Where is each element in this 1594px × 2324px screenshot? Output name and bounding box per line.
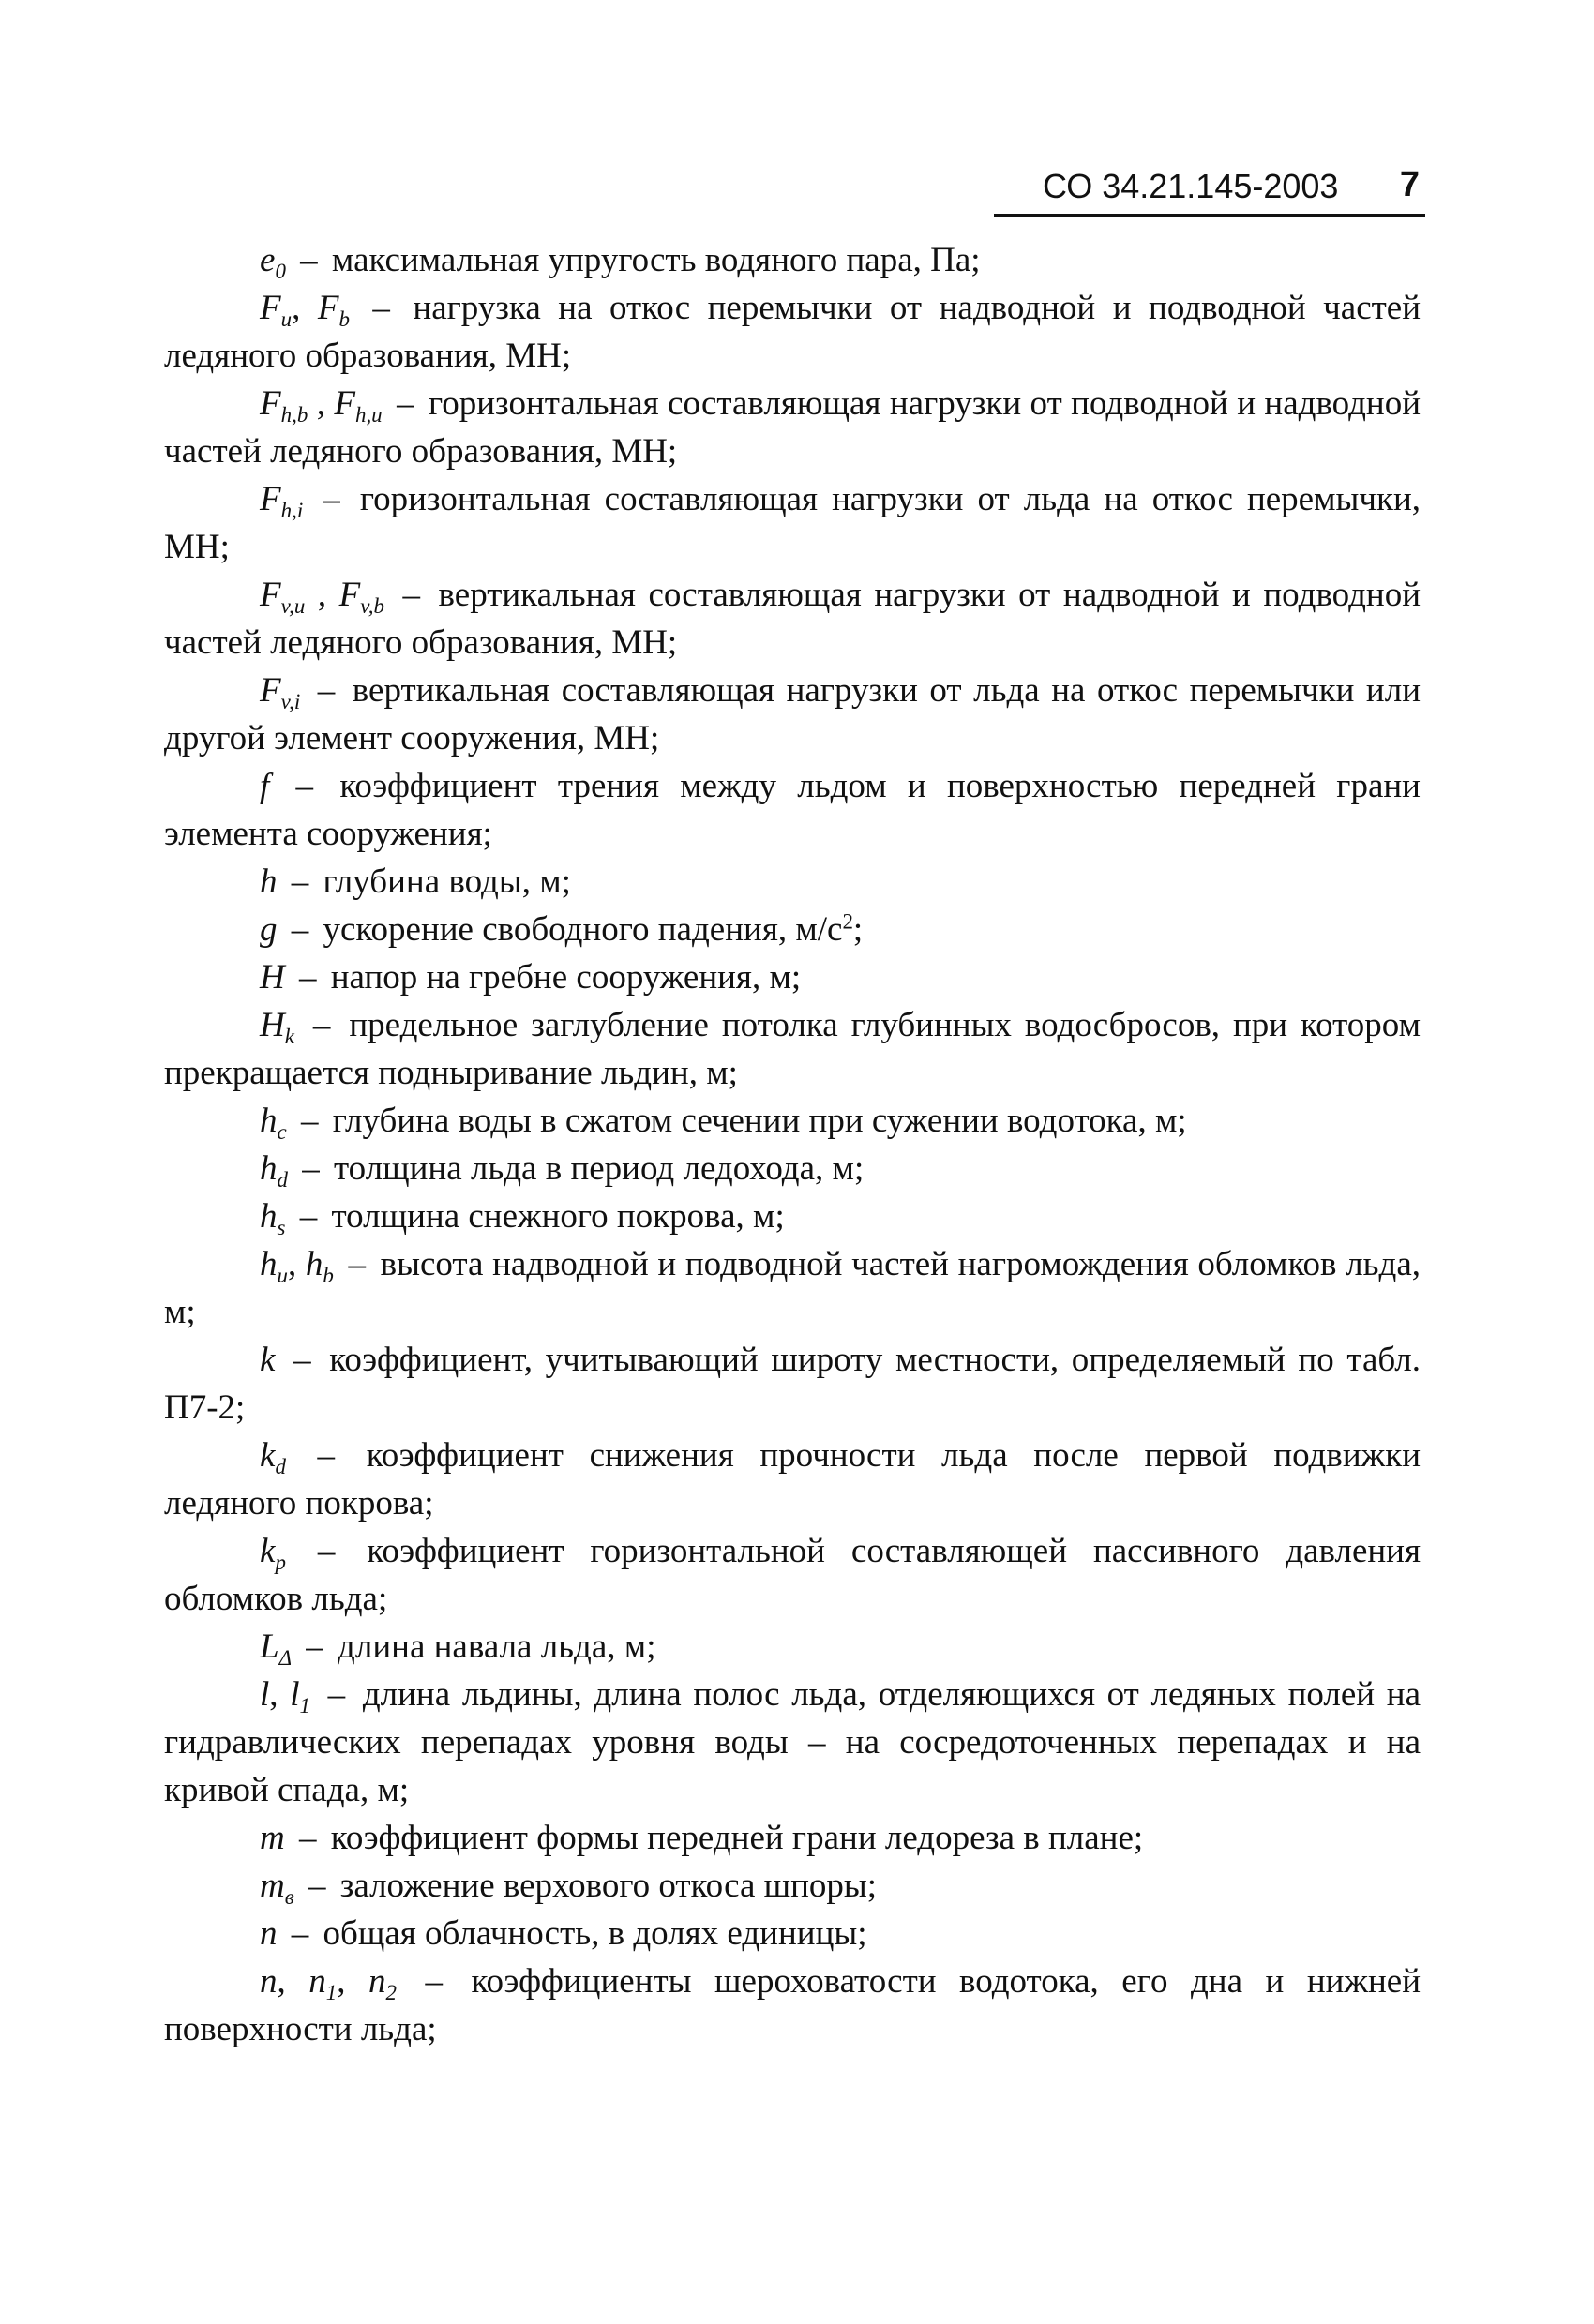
- definition-text: длина льдины, длина полос льда, отделяющихся от ледяных полей на гидравлических перепадах уровня воды – на сосредоточенных перепадах и на кривой спада, м;: [164, 1675, 1421, 1809]
- symbol-letter: k: [260, 1436, 276, 1475]
- symbol: [260, 1102, 287, 1145]
- definition-dash: –: [425, 1962, 443, 2001]
- definition-dash: –: [293, 1341, 311, 1379]
- symbol: [260, 1675, 310, 1718]
- symbol-letter: h: [260, 1102, 278, 1140]
- definition-text: напор на гребне сооружения, м;: [330, 958, 802, 997]
- symbol: [260, 958, 285, 997]
- symbol-letter: g: [260, 910, 278, 949]
- symbol-definitions-list: [164, 236, 1421, 2053]
- definition-text: максимальная упругость водяного пара, Па;: [331, 241, 981, 279]
- symbol-letter: n: [308, 1962, 326, 2001]
- symbol-letter: h: [260, 1197, 278, 1236]
- symbol-subscript: k: [284, 1025, 294, 1049]
- symbol: [260, 767, 269, 805]
- definition-dash: –: [295, 767, 314, 805]
- definition-dash: –: [298, 1819, 317, 1857]
- definition-dash: –: [306, 1627, 323, 1666]
- definition-entry: [164, 667, 1421, 762]
- symbol-subscript: v,u: [280, 594, 306, 619]
- symbol-separator: ,: [305, 576, 339, 614]
- symbol-subscript: b: [323, 1264, 334, 1288]
- symbol-letter: h: [305, 1245, 323, 1283]
- definition-entry: [164, 284, 1421, 380]
- definition-dash: –: [397, 384, 414, 423]
- definition-dash: –: [300, 241, 318, 279]
- definition-dash: –: [327, 1675, 346, 1714]
- symbol-subscript: d: [277, 1168, 288, 1192]
- definition-entry: [164, 1957, 1421, 2053]
- definition-entry: [164, 1432, 1421, 1527]
- symbol-separator: ,: [277, 1962, 309, 2001]
- symbol-letter: F: [338, 576, 361, 614]
- symbol-subscript: h,u: [354, 403, 383, 427]
- symbol-subscript: 1: [299, 1694, 310, 1718]
- definition-text: глубина воды в сжатом сечении при сужении водотока, м;: [332, 1102, 1187, 1140]
- symbol: [260, 862, 278, 901]
- page-header: [994, 165, 1425, 217]
- definition-dash: –: [291, 1914, 309, 1953]
- symbol-letter: H: [260, 958, 285, 997]
- symbol-letter: n: [368, 1962, 386, 2001]
- definition-dash: –: [298, 958, 317, 997]
- definition-text: вертикальная составляющая нагрузки от надводной и подводной частей ледяного образования, МН;: [164, 576, 1421, 662]
- definition-entry: [164, 1814, 1421, 1862]
- symbol: [260, 1006, 294, 1049]
- definition-entry: [164, 1240, 1421, 1336]
- symbol-letter: f: [260, 767, 270, 805]
- symbol-subscript: h,i: [280, 499, 304, 523]
- symbol: [260, 1341, 275, 1379]
- definition-text: вертикальная составляющая нагрузки от льда на откос перемычки или другой элемент сооружения, МН;: [164, 671, 1421, 757]
- symbol-subscript: u: [280, 307, 293, 332]
- definition-text: коэффициент формы передней грани ледореза в плане;: [330, 1819, 1144, 1857]
- definition-dash: –: [308, 1867, 326, 1905]
- symbol-letter: F: [260, 480, 281, 518]
- definition-dash: –: [312, 1006, 331, 1044]
- symbol: [260, 1867, 294, 1910]
- symbol: [260, 1627, 293, 1671]
- definition-entry: [164, 1623, 1421, 1671]
- definition-dash: –: [348, 1245, 366, 1283]
- definition-text: предельное заглубление потолка глубинных водосбросов, при котором прекращается подныривание льдин, м;: [164, 1006, 1421, 1092]
- symbol: [260, 289, 350, 332]
- symbol-letter: l: [290, 1675, 300, 1714]
- symbol-letter: F: [260, 289, 281, 327]
- symbol: [260, 1819, 285, 1857]
- definition-text: заложение верхового откоса шпоры;: [339, 1867, 878, 1905]
- symbol: [260, 1962, 397, 2005]
- symbol: [260, 241, 286, 284]
- symbol-subscript: 2: [385, 1981, 397, 2005]
- symbol-subscript: c: [277, 1120, 287, 1145]
- definition-dash: –: [317, 671, 336, 710]
- definition-entry: [164, 1336, 1421, 1432]
- symbol-separator: ,: [337, 1962, 368, 2001]
- symbol-subscript: v,b: [360, 594, 384, 619]
- definition-text: коэффициент трения между льдом и поверхностью передней грани элемента сооружения;: [164, 767, 1421, 853]
- definition-entry: [164, 1527, 1421, 1623]
- symbol-subscript: u: [277, 1264, 288, 1288]
- symbol-letter: F: [260, 384, 281, 423]
- symbol: [260, 910, 278, 949]
- symbol-separator: ,: [269, 1675, 291, 1714]
- symbol-letter: e: [260, 241, 276, 279]
- symbol-subscript: d: [275, 1455, 286, 1479]
- symbol-subscript: s: [277, 1216, 286, 1240]
- definition-dash: –: [291, 862, 309, 901]
- definition-entry: [164, 1910, 1421, 1957]
- symbol-letter: m: [260, 1819, 285, 1857]
- definition-dash: –: [402, 576, 420, 614]
- symbol-letter: n: [260, 1962, 278, 2001]
- definition-dash: –: [299, 1197, 318, 1236]
- definition-dash: –: [323, 480, 340, 518]
- symbol-separator: ,: [308, 384, 335, 423]
- definition-dash: –: [317, 1532, 336, 1570]
- definition-dash: –: [291, 910, 309, 949]
- symbol-letter: h: [260, 1149, 278, 1188]
- symbol: [260, 384, 383, 427]
- symbol: [260, 1245, 334, 1288]
- definition-entry: [164, 1192, 1421, 1240]
- definition-text: ускорение свободного падения, м/с: [323, 910, 843, 949]
- definition-text: глубина воды, м;: [323, 862, 571, 901]
- definition-text: нагрузка на откос перемычки от надводной и подводной частей ледяного образования, МН;: [164, 289, 1421, 375]
- symbol: [260, 1197, 286, 1240]
- symbol: [260, 1914, 278, 1953]
- symbol-subscript: h,b: [280, 403, 308, 427]
- definition-entry: [164, 953, 1421, 1001]
- definition-entry: [164, 906, 1421, 953]
- definition-entry: [164, 571, 1421, 667]
- symbol: [260, 576, 384, 619]
- definition-text: коэффициент горизонтальной составляющей пассивного давления обломков льда;: [164, 1532, 1421, 1618]
- definition-tail: ;: [852, 910, 864, 949]
- superscript: 2: [842, 909, 853, 934]
- symbol-letter: F: [317, 289, 339, 327]
- definition-entry: [164, 1001, 1421, 1097]
- symbol-letter: k: [260, 1341, 276, 1379]
- symbol: [260, 1436, 286, 1479]
- symbol-subscript: 1: [325, 1981, 338, 2005]
- definition-text: толщина льда в период ледохода, м;: [333, 1149, 865, 1188]
- definition-text: коэффициент, учитывающий широту местности, определяемый по табл. П7-2;: [164, 1341, 1421, 1427]
- symbol: [260, 1149, 288, 1192]
- symbol-separator: ,: [287, 1245, 306, 1283]
- symbol-letter: m: [260, 1867, 285, 1905]
- symbol-letter: L: [260, 1627, 279, 1666]
- definition-entry: [164, 1145, 1421, 1192]
- definition-entry: [164, 236, 1421, 284]
- definition-dash: –: [300, 1102, 319, 1140]
- symbol-subscript: 0: [275, 260, 286, 284]
- definition-entry: [164, 475, 1421, 571]
- definition-text: общая облачность, в долях единицы;: [323, 1914, 867, 1953]
- definition-text: коэффициенты шероховатости водотока, его дна и нижней поверхности льда;: [164, 1962, 1421, 2048]
- definition-dash: –: [317, 1436, 336, 1475]
- symbol-letter: h: [260, 1245, 278, 1283]
- definition-text: толщина снежного покрова, м;: [331, 1197, 785, 1236]
- symbol-subscript: в: [284, 1885, 294, 1910]
- definition-dash: –: [302, 1149, 320, 1188]
- definition-text: высота надводной и подводной частей нагромождения обломков льда, м;: [164, 1245, 1421, 1331]
- symbol-separator: ,: [292, 289, 318, 327]
- definition-text: коэффициент снижения прочности льда после первой подвижки ледяного покрова;: [164, 1436, 1421, 1522]
- definition-text: горизонтальная составляющая нагрузки от льда на откос перемычки, МН;: [164, 480, 1421, 566]
- symbol-letter: F: [334, 384, 355, 423]
- definition-text: длина навала льда, м;: [338, 1627, 656, 1666]
- definition-entry: [164, 1097, 1421, 1145]
- symbol-letter: h: [260, 862, 278, 901]
- definition-entry: [164, 1671, 1421, 1814]
- definition-text: горизонтальная составляющая нагрузки от подводной и надводной частей ледяного образования, МН;: [164, 384, 1421, 471]
- definition-dash: –: [372, 289, 390, 327]
- symbol-subscript: b: [338, 307, 350, 332]
- definition-entry: [164, 380, 1421, 475]
- definition-entry: [164, 858, 1421, 906]
- symbol-letter: l: [260, 1675, 270, 1714]
- symbol-letter: n: [260, 1914, 278, 1953]
- symbol: [260, 480, 304, 523]
- definition-entry: [164, 762, 1421, 858]
- page-number: 7: [1399, 165, 1420, 204]
- symbol: [260, 671, 301, 714]
- symbol-letter: H: [260, 1006, 285, 1044]
- symbol-subscript: v,i: [280, 690, 301, 714]
- definition-entry: [164, 1862, 1421, 1910]
- symbol-subscript: p: [275, 1551, 286, 1575]
- symbol-subscript: Δ: [278, 1646, 293, 1671]
- symbol-letter: F: [260, 671, 281, 710]
- symbol-letter: k: [260, 1532, 276, 1570]
- symbol: [260, 1532, 286, 1575]
- symbol-letter: F: [260, 576, 281, 614]
- document-code: СО 34.21.145-2003: [1043, 167, 1339, 205]
